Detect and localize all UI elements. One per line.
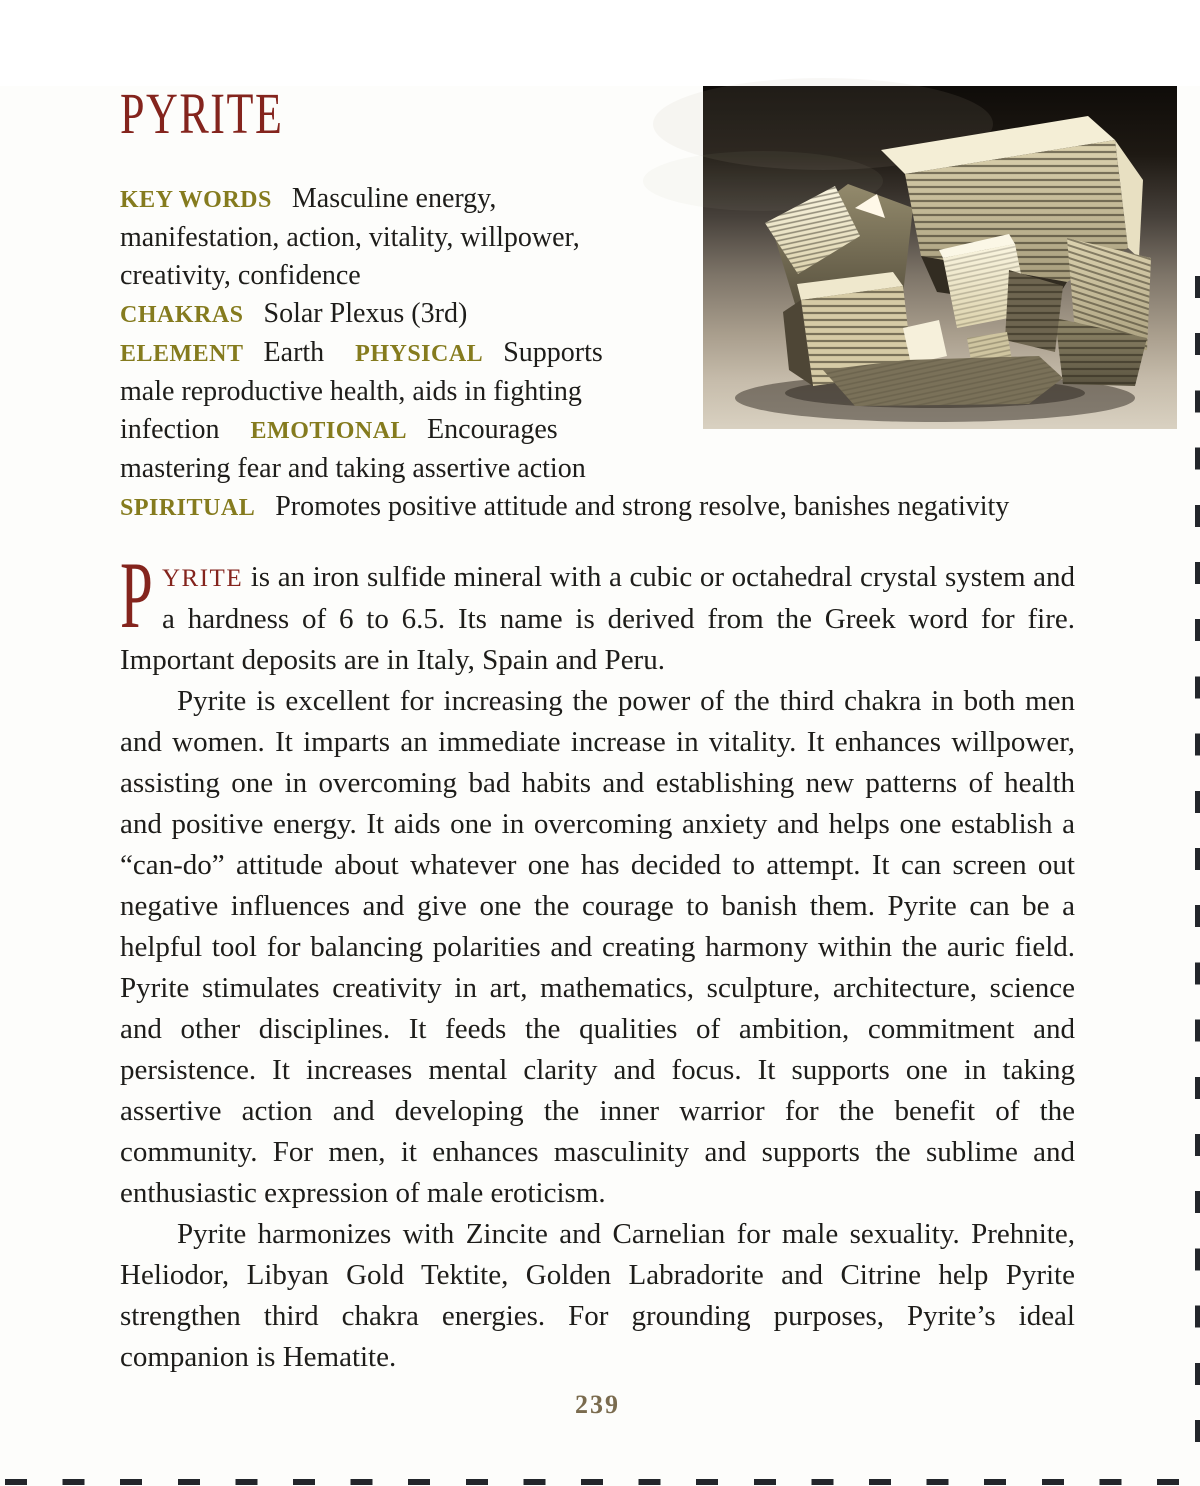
paragraph-1-text: is an iron sulfide mineral with a cubic or octahedral crystal system and a hardness of 6 to 6.5. Its name is derived from the Greek word for fire. Important deposits are in Italy, Spain and Peru. xyxy=(120,561,1075,676)
keywords-label: KEY WORDS xyxy=(120,187,272,213)
book-page xyxy=(0,81,1200,1486)
emotional-label: EMOTIONAL xyxy=(250,418,408,444)
right-scan-marks xyxy=(1195,276,1200,1476)
paragraph-2: Pyrite is excellent for increasing the power of the third chakra in both men and women. It imparts an immediate increase in vitality. It enhances willpower, assisting one in overcoming bad habits and establishing new patterns of health and positive energy. It aids one in overcoming anxiety and helps one establish a “can-do” attitude about whatever one has decided to attempt. It can screen out negative influences and give one the courage to banish them. Pyrite can be a helpful tool for balancing polarities and creating harmony within the auric field. Pyrite stimulates creativity in art, mathematics, sculpture, architecture, science and other disciplines. It feeds the qualities of ambition, commitment and persistence. It increases mental clarity and focus. It supports one in taking assertive action and developing the inner warrior for the benefit of the community. For men, it enhances masculinity and supports the sublime and enthusiastic expression of male eroticism. xyxy=(120,685,1075,1209)
keywords-value: Masculine energy, manifestation, action, vitality, willpower, creativity, confidence xyxy=(120,183,580,291)
page-title-text: PYRITE xyxy=(120,81,284,146)
element-label: ELEMENT xyxy=(120,341,244,367)
paragraph-3: Pyrite harmonizes with Zincite and Carnelian for male sexuality. Prehnite, Heliodor, Libyan Gold Tektite, Golden Labradorite and Citrine help Pyrite strengthen third chakra energies. For grounding purposes, Pyrite’s ideal companion is Hematite. xyxy=(120,1218,1075,1373)
element-value: Earth xyxy=(263,337,325,368)
physical-label: PHYSICAL xyxy=(355,341,484,367)
spiritual-value: Promotes positive attitude and strong resolve, banishes negativity xyxy=(275,491,1010,522)
spiritual-label: SPIRITUAL xyxy=(120,495,256,521)
chakras-label: CHAKRAS xyxy=(120,302,244,328)
drop-cap: P xyxy=(120,542,153,648)
paragraph-1 xyxy=(120,542,1075,681)
chakras-value: Solar Plexus (3rd) xyxy=(263,298,468,329)
photo-wrap-spacer xyxy=(655,86,1075,431)
lead-word-rest: YRITE xyxy=(162,565,244,592)
bottom-scan-marks xyxy=(0,1479,1200,1485)
physical-value: Supports male reproductive health, aids in fighting infection xyxy=(120,337,603,445)
page-content xyxy=(0,81,1075,1420)
emotional-value: Encourages mastering fear and taking assertive action xyxy=(120,414,586,484)
body-text xyxy=(120,542,1075,1378)
spiritual-line xyxy=(120,488,1075,527)
page-number: 239 xyxy=(575,1390,620,1419)
